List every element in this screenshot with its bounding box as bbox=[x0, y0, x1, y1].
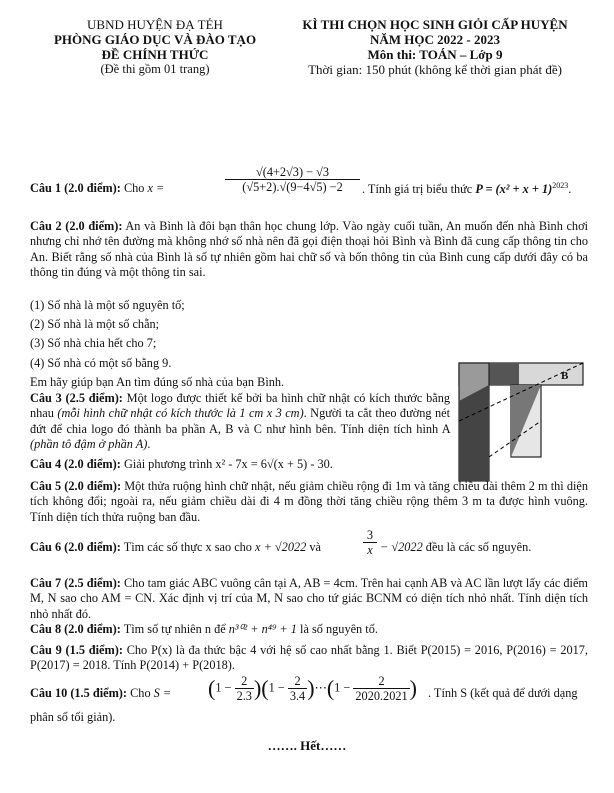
q6-fraction bbox=[363, 528, 377, 557]
q6-frac-den: x bbox=[367, 543, 373, 557]
q10-f3-den: 2020.2021 bbox=[355, 689, 408, 703]
q2-label: Câu 2 (2.0 điểm): bbox=[30, 219, 123, 233]
q6-pre: Tìm các số thực x sao cho bbox=[123, 540, 252, 554]
q7-label: Câu 7 (2.5 điểm): bbox=[30, 576, 121, 590]
q1-pre: Cho bbox=[123, 181, 145, 195]
official-label: ĐỀ CHÍNH THỨC bbox=[101, 47, 209, 62]
q3-text-2: . Người ta cắt theo đường nét đứt để chia logo đó thành ba phần A, B và C như hình bên. Tính diện tích hình A bbox=[30, 406, 450, 436]
q4-label: Câu 4 (2.0 điểm): bbox=[30, 457, 121, 471]
duration: Thời gian: 150 phút (không kể thời gian phát đề) bbox=[308, 62, 562, 77]
q10-f3-num: 2 bbox=[353, 674, 409, 689]
q10-s-eq: S = bbox=[153, 686, 172, 700]
q5-label: Câu 5 (2.0 điểm): bbox=[30, 479, 122, 493]
q1-label: Câu 1 (2.0 điểm): bbox=[30, 181, 121, 195]
q10-f1-den: 2.3 bbox=[236, 689, 252, 703]
q1-mid: . Tính giá trị biểu thức bbox=[362, 182, 473, 197]
q8-label: Câu 8 (2.0 điểm): bbox=[30, 622, 121, 636]
header-right bbox=[275, 17, 595, 77]
q3-text-italic: (mỗi hình chữ nhật có kích thước là 1 cm x 3 cm) bbox=[57, 406, 304, 421]
page-count-note: (Đề thi gồm 01 trang) bbox=[100, 62, 210, 76]
q10-f2-den: 3.4 bbox=[289, 689, 306, 703]
department-name: PHÒNG GIÁO DỤC VÀ ĐÀO TẠO bbox=[53, 32, 257, 47]
question-6 bbox=[30, 528, 600, 568]
q2-item-2: (2) Số nhà là một số chẵn; bbox=[30, 317, 160, 332]
school-year: NĂM HỌC 2022 - 2023 bbox=[370, 32, 500, 47]
q8-expr: n³⁰² + n⁴⁹ + 1 bbox=[228, 622, 297, 636]
q1-p-expr: P = (x² + x + 1) bbox=[475, 182, 553, 197]
q1-end: . bbox=[568, 182, 572, 197]
q1-numerator: √(4+2√3) − √3 bbox=[225, 165, 360, 180]
q2-items bbox=[30, 296, 284, 392]
q6-expr-2: − √2022 bbox=[380, 540, 423, 554]
q3-text-3: . bbox=[147, 436, 151, 451]
question-7 bbox=[30, 576, 588, 622]
end-marker: ……. Hết…… bbox=[267, 738, 347, 753]
q3-text-italic-2: (phần tô đậm ở phần A) bbox=[30, 436, 148, 451]
q3-label: Câu 3 (2.5 điểm): bbox=[30, 391, 123, 405]
q6-label: Câu 6 (2.0 điểm): bbox=[30, 540, 121, 554]
header-left bbox=[30, 17, 280, 77]
question-3 bbox=[30, 391, 450, 452]
logo-label-b: B bbox=[561, 370, 569, 382]
question-8 bbox=[30, 622, 378, 637]
q3-text-1: Một logo được thiết kế bởi ba hình chữ nhật có kích thước bằng nhau bbox=[30, 391, 450, 421]
logo-part-a bbox=[459, 385, 489, 481]
q10-f2-num: 2 bbox=[288, 674, 307, 689]
q7-text: Cho tam giác ABC vuông cân tại A, AB = 4cm. Trên hai cạnh AB và AC lần lượt lấy các điểm M, N sao cho AM = CN. Xác định vị trí của M, N sao cho tứ giác BCNM có diện tích nhỏ nhất. Tính diện tích nhỏ nhất đó. bbox=[30, 576, 588, 621]
q8-post: là số nguyên tố. bbox=[300, 622, 378, 636]
q1-fraction bbox=[225, 165, 360, 194]
q1-x-eq: x = bbox=[147, 181, 165, 195]
q2-item-4: (4) Số nhà có một số bằng 9. bbox=[30, 355, 172, 370]
q6-expr-1: x + √2022 bbox=[255, 540, 307, 554]
q2-text: An và Bình là đôi bạn thân học chung lớp. Vào ngày cuối tuần, An muốn đến nhà Bình chơi nhưng chỉ nhớ tên đường mà không nhớ số nhà nên đã gọi điện thoại hỏi Bình và Bình đã cung cấp thông tin cho An. Biết rằng số nhà của Bình là số tự nhiên gồm hai chữ số và bốn thông tin của Bình cung cấp dưới đây có ba thông tin đúng và một thông tin sai. bbox=[30, 219, 588, 279]
q10-post: . Tính S (kết quả để dưới dạng bbox=[428, 686, 578, 700]
question-10 bbox=[30, 674, 600, 714]
exam-title: KÌ THI CHỌN HỌC SINH GIỎI CẤP HUYỆN bbox=[302, 17, 568, 32]
q1-denominator: (√5+2).√(9−4√5) −2 bbox=[242, 180, 343, 194]
question-4 bbox=[30, 457, 333, 472]
q10-pre: Cho bbox=[130, 686, 151, 700]
q9-label: Câu 9 (1.5 điểm): bbox=[30, 643, 123, 657]
subject: Môn thi: TOÁN – Lớp 9 bbox=[367, 47, 503, 62]
question-2 bbox=[30, 219, 588, 280]
q6-and: và bbox=[309, 540, 321, 554]
q6-post: đều là các số nguyên. bbox=[425, 540, 532, 554]
q8-pre: Tìm số tự nhiên n để bbox=[123, 622, 226, 636]
logo-figure bbox=[455, 361, 588, 484]
q4-text: Giải phương trình x² - 7x = 6√(x + 5) - 30. bbox=[123, 457, 333, 471]
district-name: UBND HUYỆN ĐẠ TẺH bbox=[87, 17, 223, 32]
q6-frac-num: 3 bbox=[363, 528, 377, 543]
question-9 bbox=[30, 643, 588, 674]
q2-item-3: (3) Số nhà chia hết cho 7; bbox=[30, 336, 157, 351]
q1-p-exponent: 2023 bbox=[552, 181, 569, 190]
q5-text: Một thửa ruộng hình chữ nhật, nếu giảm chiều rộng đi 1m và tăng chiều dài thêm 2 m thì diện tích không đổi; ngoài ra, nếu giảm chiều dài đi 4 m đồng thời tăng chiều rộng thêm 3 m ta được hình vuông. Tính diện tích thửa ruộng ban đầu. bbox=[30, 479, 588, 524]
q2-closing: Em hãy giúp bạn An tìm đúng số nhà của bạn Bình. bbox=[30, 374, 285, 389]
q10-label: Câu 10 (1.5 điểm): bbox=[30, 686, 128, 700]
question-1 bbox=[30, 165, 600, 213]
q10-f1-num: 2 bbox=[235, 674, 254, 689]
q10-post-2: phân số tối giản). bbox=[30, 710, 116, 724]
q10-product: (1 − $\frac{2}{2.3}$ )(1 − $\frac{2}{3.4}$ )⋯(1 − $\frac{2}{2020.2021}$ ) bbox=[208, 674, 417, 703]
q2-item-1: (1) Số nhà là một số nguyên tố; bbox=[30, 298, 185, 312]
q9-text: Cho P(x) là đa thức bậc 4 với hệ số cao nhất bằng 1. Biết P(2015) = 2016, P(2016) = 2017, P(2017) = 2018. Tính P(2014) + P(2018). bbox=[30, 643, 588, 673]
question-5 bbox=[30, 479, 588, 525]
